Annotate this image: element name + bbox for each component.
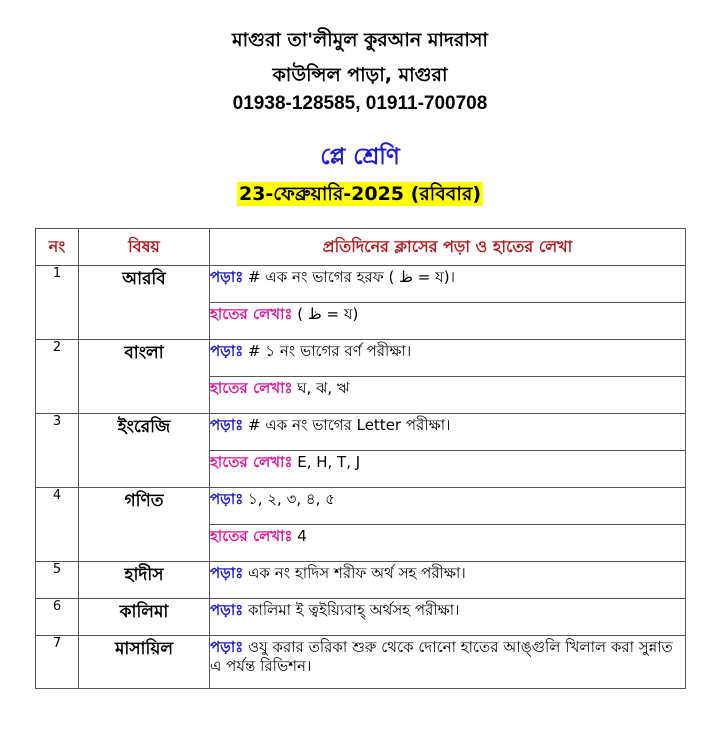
reading-label: পড়াঃ — [210, 564, 244, 582]
row-reading — [210, 562, 686, 599]
table-row — [36, 488, 686, 525]
reading-text: কালিমা ই ত্বইয়্যিবাহ্ অর্থসহ পরীক্ষা। — [243, 601, 460, 619]
reading-text: # এক নং ভাগের Letter পরীক্ষা। — [243, 416, 451, 434]
reading-label: পড়াঃ — [210, 638, 244, 656]
reading-text: ওযু করার তরিকা শুরু থেকে দোনো হাতের আঙ্গুলি খিলাল করা সুন্নাত এ পর্যন্ত রিভিশন। — [210, 638, 673, 675]
routine-date-text: 23-ফেব্রুয়ারি-2025 (রবিবার) — [238, 183, 482, 205]
routine-table — [35, 228, 686, 689]
row-reading — [210, 340, 686, 377]
reading-text: # ১ নং ভাগের বর্ণ পরীক্ষা। — [243, 342, 412, 360]
writing-label: হাতের লেখাঃ — [210, 527, 293, 545]
row-writing — [210, 303, 686, 340]
writing-label: হাতের লেখাঃ — [210, 305, 293, 323]
writing-label: হাতের লেখাঃ — [210, 453, 293, 471]
table-row — [36, 599, 686, 636]
row-subject: বাংলা — [79, 340, 210, 414]
reading-label: পড়াঃ — [210, 416, 244, 434]
table-row — [36, 340, 686, 377]
row-number: 6 — [36, 599, 79, 636]
row-subject: ইংরেজি — [79, 414, 210, 488]
row-reading — [210, 636, 686, 689]
row-number: 1 — [36, 266, 79, 340]
row-reading — [210, 599, 686, 636]
row-number: 4 — [36, 488, 79, 562]
institution-name: মাগুরা তা'লীমুল কুরআন মাদরাসা — [232, 29, 488, 51]
routine-date — [0, 180, 720, 212]
writing-label: হাতের লেখাঃ — [210, 379, 293, 397]
row-subject: গণিত — [79, 488, 210, 562]
row-subject: আরবি — [79, 266, 210, 340]
table-header-row — [36, 229, 686, 266]
reading-text: # এক নং ভাগের হরফ ( ظ = য)। — [243, 268, 455, 286]
table-row — [36, 414, 686, 451]
row-reading — [210, 266, 686, 303]
reading-text: এক নং হাদিস শরীফ অর্থ সহ পরীক্ষা। — [243, 564, 466, 582]
reading-label: পড়াঃ — [210, 342, 244, 360]
reading-label: পড়াঃ — [210, 490, 244, 508]
reading-text: ১, ২, ৩, ৪, ৫ — [243, 490, 335, 508]
class-title: প্লে শ্রেণি — [320, 144, 400, 170]
row-subject: মাসায়িল — [79, 636, 210, 689]
header-subject: বিষয় — [79, 229, 210, 266]
contact-phones: 01938-128585, 01911-700708 — [232, 93, 488, 114]
writing-text: E, H, T, J — [292, 453, 361, 471]
header-details: প্রতিদিনের ক্লাসের পড়া ও হাতের লেখা — [210, 229, 686, 266]
writing-text: 4 — [292, 527, 307, 545]
reading-label: পড়াঃ — [210, 601, 244, 619]
row-writing — [210, 525, 686, 562]
row-subject: হাদীস — [79, 562, 210, 599]
row-number: 5 — [36, 562, 79, 599]
row-number: 3 — [36, 414, 79, 488]
row-reading — [210, 488, 686, 525]
row-subject: কালিমা — [79, 599, 210, 636]
table-row — [36, 562, 686, 599]
table-row — [36, 266, 686, 303]
row-number: 2 — [36, 340, 79, 414]
table-row — [36, 636, 686, 689]
writing-text: ঘ, ঝ, ঋ — [292, 379, 350, 397]
row-writing — [210, 451, 686, 488]
reading-label: পড়াঃ — [210, 268, 244, 286]
institution-address: কাউন্সিল পাড়া, মাগুরা — [272, 64, 448, 86]
header-no: নং — [36, 229, 79, 266]
row-writing — [210, 377, 686, 414]
row-reading — [210, 414, 686, 451]
writing-text: ( ظ = য) — [292, 305, 359, 323]
row-number: 7 — [36, 636, 79, 689]
